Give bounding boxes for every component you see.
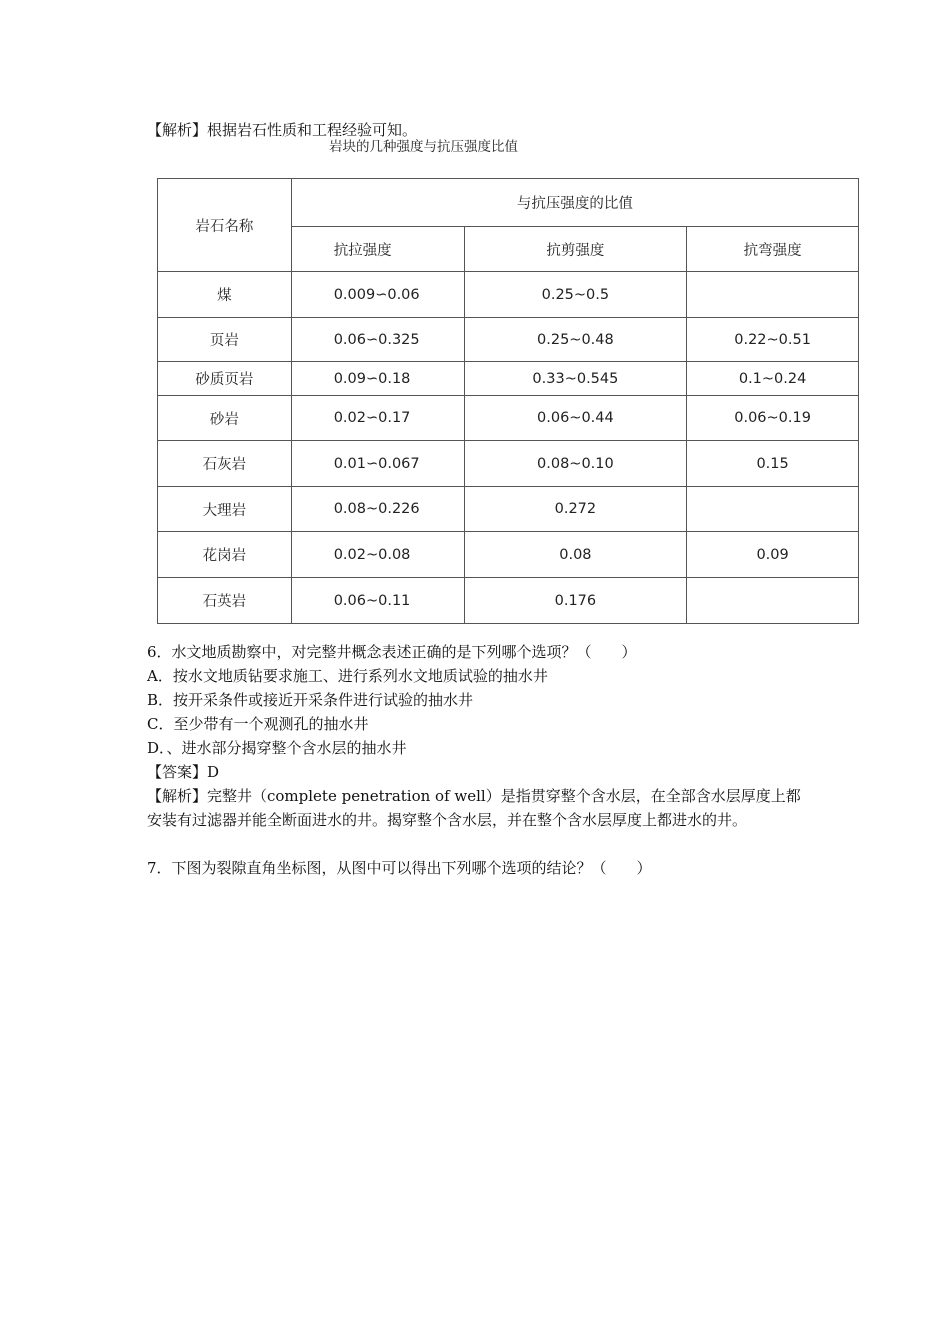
tensile-value: 0.02∽0.17: [291, 396, 464, 441]
question-6-option-a: A．按水文地质钻要求施工、进行系列水文地质试验的抽水井: [147, 667, 548, 685]
strength-ratio-table: [157, 178, 859, 624]
bending-value: 0.09: [687, 532, 859, 578]
tensile-value: 0.02~0.08: [291, 532, 464, 578]
bending-value: 0.06~0.19: [687, 396, 859, 441]
table-row: [158, 532, 859, 578]
bending-value: [687, 578, 859, 624]
question-6-stem: 6．水文地质勘察中，对完整井概念表述正确的是下列哪个选项？（ ）: [147, 643, 637, 661]
header-tensile: 抗拉强度: [291, 227, 464, 272]
table-caption: 岩块的几种强度与抗压强度比值: [329, 139, 518, 155]
rock-name: 煤: [158, 272, 292, 318]
table-row: [158, 487, 859, 532]
rock-name: 石英岩: [158, 578, 292, 624]
header-shear: 抗剪强度: [464, 227, 687, 272]
tensile-value: 0.01∽0.067: [291, 441, 464, 487]
bending-value: [687, 272, 859, 318]
shear-value: 0.176: [464, 578, 687, 624]
table-row: [158, 396, 859, 441]
rock-name: 砂质页岩: [158, 362, 292, 396]
shear-value: 0.25~0.5: [464, 272, 687, 318]
question-7-stem: 7．下图为裂隙直角坐标图，从图中可以得出下列哪个选项的结论？（ ）: [147, 859, 652, 877]
rock-name: 大理岩: [158, 487, 292, 532]
shear-value: 0.33~0.545: [464, 362, 687, 396]
rock-name: 花岗岩: [158, 532, 292, 578]
tensile-value: 0.06∽0.325: [291, 318, 464, 362]
bending-value: 0.1~0.24: [687, 362, 859, 396]
header-ratio-group: 与抗压强度的比值: [291, 179, 858, 227]
analysis-intro: 【解析】根据岩石性质和工程经验可知。: [147, 121, 418, 139]
table-row: [158, 578, 859, 624]
header-rock-name: 岩石名称: [158, 179, 292, 272]
shear-value: 0.272: [464, 487, 687, 532]
shear-value: 0.08~0.10: [464, 441, 687, 487]
tensile-value: 0.09∽0.18: [291, 362, 464, 396]
tensile-value: 0.06~0.11: [291, 578, 464, 624]
question-6-analysis: 【解析】完整井（complete penetration of well）是指贯穿整个含水层，在全部含水层厚度上都安装有过滤器并能全断面进水的井。揭穿整个含水层，并在整个含水层厚度上都进水的井。: [147, 787, 801, 829]
tensile-value: 0.009∽0.06: [291, 272, 464, 318]
shear-value: 0.25~0.48: [464, 318, 687, 362]
table-row: [158, 441, 859, 487]
bending-value: 0.22~0.51: [687, 318, 859, 362]
shear-value: 0.08: [464, 532, 687, 578]
question-6-option-b: B．按开采条件或接近开采条件进行试验的抽水井: [147, 691, 474, 709]
table-row: [158, 362, 859, 396]
table-row: [158, 318, 859, 362]
rock-name: 砂岩: [158, 396, 292, 441]
rock-name: 石灰岩: [158, 441, 292, 487]
rock-name: 页岩: [158, 318, 292, 362]
question-6-option-c: C．至少带有一个观测孔的抽水井: [147, 715, 369, 733]
table-row: [158, 272, 859, 318]
bending-value: 0.15: [687, 441, 859, 487]
question-6-answer: 【答案】D: [147, 763, 220, 781]
question-6-option-d: D．、进水部分揭穿整个含水层的抽水井: [147, 739, 407, 757]
header-bending: 抗弯强度: [687, 227, 859, 272]
bending-value: [687, 487, 859, 532]
shear-value: 0.06~0.44: [464, 396, 687, 441]
tensile-value: 0.08~0.226: [291, 487, 464, 532]
